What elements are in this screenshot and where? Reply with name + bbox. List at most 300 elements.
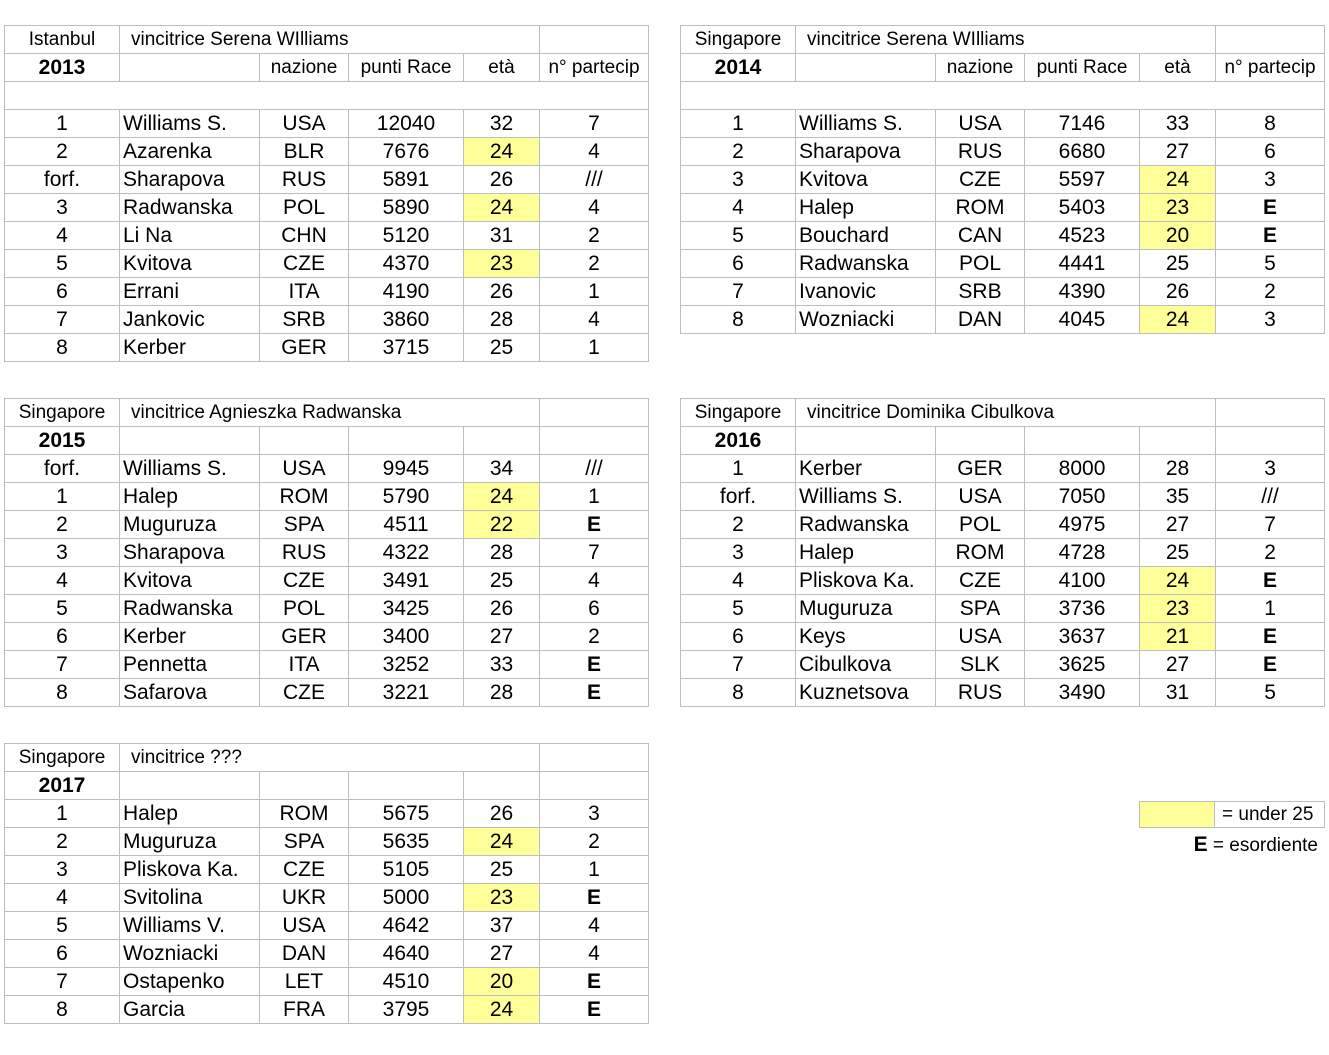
points-cell: 5000 xyxy=(349,884,464,912)
nation-cell: CAN xyxy=(936,222,1025,250)
empty-cell xyxy=(1140,427,1216,455)
player-name: Muguruza xyxy=(120,511,260,539)
points-cell: 4100 xyxy=(1025,567,1140,595)
player-name: Pliskova Ka. xyxy=(120,856,260,884)
rank-cell: 3 xyxy=(5,539,120,567)
table-row xyxy=(5,800,649,828)
rank-cell: 3 xyxy=(681,166,796,194)
empty-cell xyxy=(540,26,649,54)
age-cell: 26 xyxy=(464,595,540,623)
points-cell: 3425 xyxy=(349,595,464,623)
table-row xyxy=(681,623,1325,651)
rank-cell: 2 xyxy=(5,828,120,856)
col-header-partecip: n° partecip xyxy=(1216,54,1325,82)
table-2015 xyxy=(4,398,649,707)
empty-cell xyxy=(540,82,649,110)
points-cell: 4370 xyxy=(349,250,464,278)
age-cell: 20 xyxy=(464,968,540,996)
nation-cell: RUS xyxy=(260,166,349,194)
winner-label: vincitrice Serena WIlliams xyxy=(120,26,464,54)
rank-cell: 6 xyxy=(681,623,796,651)
points-cell: 7146 xyxy=(1025,110,1140,138)
legend-under25-swatch xyxy=(1139,801,1215,828)
player-name: Radwanska xyxy=(796,511,936,539)
rank-cell: 1 xyxy=(681,110,796,138)
age-cell: 23 xyxy=(1140,194,1216,222)
nation-cell: DAN xyxy=(936,306,1025,334)
table-row xyxy=(5,511,649,539)
participations-cell: 4 xyxy=(540,912,649,940)
year-label: 2014 xyxy=(681,54,796,82)
nation-cell: DAN xyxy=(260,940,349,968)
age-cell: 24 xyxy=(1140,306,1216,334)
table-row xyxy=(5,334,649,362)
participations-cell: E xyxy=(1216,651,1325,679)
nation-cell: CZE xyxy=(936,166,1025,194)
winner-label: vincitrice ??? xyxy=(120,744,464,772)
player-name: Wozniacki xyxy=(796,306,936,334)
legend-e-letter: E xyxy=(1193,833,1208,856)
col-header-eta: età xyxy=(1140,54,1216,82)
points-cell: 4510 xyxy=(349,968,464,996)
player-name: Williams V. xyxy=(120,912,260,940)
points-cell: 3221 xyxy=(349,679,464,707)
table-row xyxy=(5,110,649,138)
table-row xyxy=(5,278,649,306)
rank-cell: 4 xyxy=(681,567,796,595)
player-name: Kuznetsova xyxy=(796,679,936,707)
nation-cell: POL xyxy=(936,250,1025,278)
table-row xyxy=(681,194,1325,222)
points-cell: 4390 xyxy=(1025,278,1140,306)
venue-city: Singapore xyxy=(5,399,120,427)
rank-cell: 2 xyxy=(681,138,796,166)
table-row xyxy=(5,595,649,623)
age-cell: 24 xyxy=(464,996,540,1024)
empty-cell xyxy=(1140,399,1216,427)
empty-cell xyxy=(120,772,260,800)
participations-cell: 7 xyxy=(1216,511,1325,539)
empty-cell xyxy=(1025,427,1140,455)
points-cell: 3637 xyxy=(1025,623,1140,651)
age-cell: 24 xyxy=(464,194,540,222)
points-cell: 3860 xyxy=(349,306,464,334)
age-cell: 23 xyxy=(464,884,540,912)
rank-cell: 1 xyxy=(5,483,120,511)
table-row xyxy=(5,166,649,194)
points-cell: 7050 xyxy=(1025,483,1140,511)
rank-cell: 5 xyxy=(5,250,120,278)
table-row xyxy=(5,651,649,679)
age-cell: 26 xyxy=(464,278,540,306)
player-name: Safarova xyxy=(120,679,260,707)
player-name: Ivanovic xyxy=(796,278,936,306)
age-cell: 24 xyxy=(464,483,540,511)
year-label: 2016 xyxy=(681,427,796,455)
empty-cell xyxy=(1216,399,1325,427)
table-row xyxy=(681,138,1325,166)
player-name: Kerber xyxy=(796,455,936,483)
player-name: Radwanska xyxy=(120,194,260,222)
points-cell: 8000 xyxy=(1025,455,1140,483)
nation-cell: SPA xyxy=(936,595,1025,623)
player-name: Errani xyxy=(120,278,260,306)
player-name: Kvitova xyxy=(796,166,936,194)
nation-cell: SPA xyxy=(260,828,349,856)
participations-cell: 5 xyxy=(1216,679,1325,707)
age-cell: 33 xyxy=(1140,110,1216,138)
table-row xyxy=(681,679,1325,707)
nation-cell: POL xyxy=(936,511,1025,539)
age-cell: 27 xyxy=(1140,651,1216,679)
age-cell: 26 xyxy=(1140,278,1216,306)
empty-cell xyxy=(681,82,796,110)
player-name: Azarenka xyxy=(120,138,260,166)
player-name: Pliskova Ka. xyxy=(796,567,936,595)
nation-cell: CHN xyxy=(260,222,349,250)
age-cell: 20 xyxy=(1140,222,1216,250)
participations-cell: 1 xyxy=(540,856,649,884)
nation-cell: CZE xyxy=(260,679,349,707)
rank-cell: 1 xyxy=(681,455,796,483)
age-cell: 37 xyxy=(464,912,540,940)
age-cell: 31 xyxy=(464,222,540,250)
nation-cell: USA xyxy=(260,455,349,483)
rank-cell: 6 xyxy=(5,278,120,306)
winner-label: vincitrice Agnieszka Radwanska xyxy=(120,399,464,427)
empty-cell xyxy=(936,82,1025,110)
nation-cell: ROM xyxy=(260,483,349,511)
table-2016 xyxy=(680,398,1325,707)
player-name: Kerber xyxy=(120,623,260,651)
nation-cell: FRA xyxy=(260,996,349,1024)
nation-cell: CZE xyxy=(260,250,349,278)
table-row xyxy=(5,856,649,884)
rank-cell: 5 xyxy=(5,595,120,623)
participations-cell: 4 xyxy=(540,940,649,968)
empty-cell xyxy=(349,427,464,455)
points-cell: 3490 xyxy=(1025,679,1140,707)
nation-cell: CZE xyxy=(260,856,349,884)
player-name: Kvitova xyxy=(120,250,260,278)
empty-cell xyxy=(349,772,464,800)
rank-cell: 8 xyxy=(681,306,796,334)
nation-cell: SRB xyxy=(260,306,349,334)
empty-cell xyxy=(1216,26,1325,54)
points-cell: 7676 xyxy=(349,138,464,166)
nation-cell: GER xyxy=(936,455,1025,483)
rank-cell: 4 xyxy=(5,222,120,250)
table-row xyxy=(681,539,1325,567)
legend-e-text: = esordiente xyxy=(1207,835,1318,856)
points-cell: 4523 xyxy=(1025,222,1140,250)
rank-cell: 7 xyxy=(5,651,120,679)
participations-cell: /// xyxy=(540,166,649,194)
participations-cell: E xyxy=(1216,623,1325,651)
rank-cell: forf. xyxy=(5,166,120,194)
participations-cell: /// xyxy=(1216,483,1325,511)
venue-city: Singapore xyxy=(5,744,120,772)
table-row xyxy=(5,679,649,707)
year-label: 2015 xyxy=(5,427,120,455)
table-row xyxy=(5,623,649,651)
table-row xyxy=(5,968,649,996)
player-name: Li Na xyxy=(120,222,260,250)
age-cell: 25 xyxy=(464,567,540,595)
empty-cell xyxy=(260,82,349,110)
age-cell: 27 xyxy=(1140,138,1216,166)
points-cell: 5403 xyxy=(1025,194,1140,222)
nation-cell: GER xyxy=(260,334,349,362)
venue-city: Singapore xyxy=(681,399,796,427)
nation-cell: USA xyxy=(260,912,349,940)
points-cell: 4640 xyxy=(349,940,464,968)
player-name: Halep xyxy=(120,800,260,828)
empty-cell xyxy=(1025,82,1140,110)
player-name: Williams S. xyxy=(796,483,936,511)
table-row xyxy=(681,250,1325,278)
player-name: Bouchard xyxy=(796,222,936,250)
empty-cell xyxy=(464,772,540,800)
age-cell: 23 xyxy=(464,250,540,278)
age-cell: 28 xyxy=(1140,455,1216,483)
points-cell: 3736 xyxy=(1025,595,1140,623)
participations-cell: 7 xyxy=(540,539,649,567)
player-name: Wozniacki xyxy=(120,940,260,968)
empty-cell xyxy=(540,744,649,772)
age-cell: 32 xyxy=(464,110,540,138)
table-row xyxy=(681,483,1325,511)
participations-cell: 1 xyxy=(540,278,649,306)
table-row xyxy=(681,166,1325,194)
participations-cell: E xyxy=(540,884,649,912)
nation-cell: SLK xyxy=(936,651,1025,679)
nation-cell: GER xyxy=(260,623,349,651)
player-name: Jankovic xyxy=(120,306,260,334)
points-cell: 3795 xyxy=(349,996,464,1024)
table-row xyxy=(5,483,649,511)
nation-cell: USA xyxy=(936,110,1025,138)
age-cell: 26 xyxy=(464,166,540,194)
nation-cell: ROM xyxy=(936,539,1025,567)
player-name: Sharapova xyxy=(120,539,260,567)
empty-cell xyxy=(349,82,464,110)
winner-label: vincitrice Dominika Cibulkova xyxy=(796,399,1140,427)
age-cell: 22 xyxy=(464,511,540,539)
empty-cell xyxy=(1216,82,1325,110)
rank-cell: 3 xyxy=(5,856,120,884)
points-cell: 4441 xyxy=(1025,250,1140,278)
age-cell: 24 xyxy=(1140,166,1216,194)
rank-cell: 5 xyxy=(681,222,796,250)
participations-cell: E xyxy=(1216,567,1325,595)
empty-cell xyxy=(796,82,936,110)
rank-cell: 2 xyxy=(5,138,120,166)
points-cell: 5890 xyxy=(349,194,464,222)
points-cell: 6680 xyxy=(1025,138,1140,166)
nation-cell: UKR xyxy=(260,884,349,912)
participations-cell: 2 xyxy=(1216,278,1325,306)
table-row xyxy=(5,455,649,483)
table-row xyxy=(681,222,1325,250)
age-cell: 28 xyxy=(464,679,540,707)
nation-cell: POL xyxy=(260,194,349,222)
age-cell: 24 xyxy=(464,828,540,856)
age-cell: 25 xyxy=(464,856,540,884)
participations-cell: 3 xyxy=(1216,455,1325,483)
participations-cell: 7 xyxy=(540,110,649,138)
participations-cell: 2 xyxy=(540,623,649,651)
table-row xyxy=(5,940,649,968)
rank-cell: 7 xyxy=(5,968,120,996)
rank-cell: 3 xyxy=(681,539,796,567)
legend-under25-label: = under 25 xyxy=(1215,801,1325,828)
participations-cell: 8 xyxy=(1216,110,1325,138)
player-name: Cibulkova xyxy=(796,651,936,679)
age-cell: 33 xyxy=(464,651,540,679)
table-row xyxy=(5,828,649,856)
age-cell: 35 xyxy=(1140,483,1216,511)
age-cell: 25 xyxy=(464,334,540,362)
participations-cell: E xyxy=(540,996,649,1024)
points-cell: 5790 xyxy=(349,483,464,511)
points-cell: 3491 xyxy=(349,567,464,595)
participations-cell: 2 xyxy=(540,828,649,856)
age-cell: 24 xyxy=(464,138,540,166)
nation-cell: SPA xyxy=(260,511,349,539)
age-cell: 27 xyxy=(1140,511,1216,539)
points-cell: 5120 xyxy=(349,222,464,250)
empty-cell xyxy=(796,427,936,455)
empty-cell xyxy=(464,399,540,427)
empty-cell xyxy=(1140,26,1216,54)
participations-cell: E xyxy=(540,511,649,539)
table-row xyxy=(681,306,1325,334)
rank-cell: 5 xyxy=(5,912,120,940)
table-2013 xyxy=(4,25,649,362)
participations-cell: 3 xyxy=(540,800,649,828)
points-cell: 5105 xyxy=(349,856,464,884)
empty-cell xyxy=(120,427,260,455)
age-cell: 28 xyxy=(464,539,540,567)
empty-cell xyxy=(936,427,1025,455)
participations-cell: E xyxy=(1216,194,1325,222)
table-row xyxy=(5,222,649,250)
participations-cell: 1 xyxy=(540,483,649,511)
rank-cell: 7 xyxy=(681,278,796,306)
nation-cell: POL xyxy=(260,595,349,623)
player-name: Kvitova xyxy=(120,567,260,595)
col-header-eta: età xyxy=(464,54,540,82)
player-name: Halep xyxy=(120,483,260,511)
col-header-punti: punti Race xyxy=(1025,54,1140,82)
empty-cell xyxy=(120,82,260,110)
nation-cell: RUS xyxy=(260,539,349,567)
age-cell: 25 xyxy=(1140,250,1216,278)
participations-cell: 4 xyxy=(540,138,649,166)
participations-cell: 3 xyxy=(1216,166,1325,194)
points-cell: 5675 xyxy=(349,800,464,828)
table-row xyxy=(681,567,1325,595)
player-name: Kerber xyxy=(120,334,260,362)
participations-cell: 4 xyxy=(540,194,649,222)
points-cell: 3400 xyxy=(349,623,464,651)
participations-cell: 3 xyxy=(1216,306,1325,334)
rank-cell: 7 xyxy=(5,306,120,334)
table-row xyxy=(5,996,649,1024)
points-cell: 3625 xyxy=(1025,651,1140,679)
year-label: 2017 xyxy=(5,772,120,800)
rank-cell: 8 xyxy=(681,679,796,707)
empty-cell xyxy=(1216,427,1325,455)
col-header-punti: punti Race xyxy=(349,54,464,82)
rank-cell: forf. xyxy=(5,455,120,483)
table-row xyxy=(681,110,1325,138)
participations-cell: E xyxy=(540,679,649,707)
rank-cell: 1 xyxy=(5,800,120,828)
player-name: Radwanska xyxy=(120,595,260,623)
table-2014 xyxy=(680,25,1325,334)
points-cell: 4322 xyxy=(349,539,464,567)
nation-cell: ITA xyxy=(260,651,349,679)
player-name: Muguruza xyxy=(120,828,260,856)
rank-cell: forf. xyxy=(681,483,796,511)
table-row xyxy=(5,138,649,166)
empty-cell xyxy=(1140,82,1216,110)
winner-label: vincitrice Serena WIlliams xyxy=(796,26,1140,54)
venue-city: Singapore xyxy=(681,26,796,54)
empty-cell xyxy=(464,744,540,772)
rank-cell: 4 xyxy=(681,194,796,222)
age-cell: 23 xyxy=(1140,595,1216,623)
col-header-nazione: nazione xyxy=(260,54,349,82)
player-name: Sharapova xyxy=(120,166,260,194)
nation-cell: CZE xyxy=(936,567,1025,595)
empty-cell xyxy=(540,427,649,455)
empty-cell xyxy=(260,427,349,455)
player-name: Garcia xyxy=(120,996,260,1024)
points-cell: 12040 xyxy=(349,110,464,138)
rank-cell: 8 xyxy=(5,679,120,707)
rank-cell: 1 xyxy=(5,110,120,138)
points-cell: 4511 xyxy=(349,511,464,539)
player-name: Keys xyxy=(796,623,936,651)
table-row xyxy=(681,651,1325,679)
points-cell: 3715 xyxy=(349,334,464,362)
nation-cell: RUS xyxy=(936,679,1025,707)
rank-cell: 6 xyxy=(5,623,120,651)
col-header-nazione: nazione xyxy=(936,54,1025,82)
points-cell: 9945 xyxy=(349,455,464,483)
participations-cell: 2 xyxy=(1216,539,1325,567)
participations-cell: E xyxy=(540,968,649,996)
nation-cell: RUS xyxy=(936,138,1025,166)
year-label: 2013 xyxy=(5,54,120,82)
nation-cell: ITA xyxy=(260,278,349,306)
rank-cell: 4 xyxy=(5,884,120,912)
table-row xyxy=(681,455,1325,483)
participations-cell: E xyxy=(1216,222,1325,250)
rank-cell: 4 xyxy=(5,567,120,595)
participations-cell: /// xyxy=(540,455,649,483)
points-cell: 4642 xyxy=(349,912,464,940)
table-row xyxy=(5,250,649,278)
participations-cell: 4 xyxy=(540,567,649,595)
rank-cell: 2 xyxy=(5,511,120,539)
player-name: Williams S. xyxy=(120,455,260,483)
player-name: Halep xyxy=(796,539,936,567)
table-row xyxy=(5,194,649,222)
